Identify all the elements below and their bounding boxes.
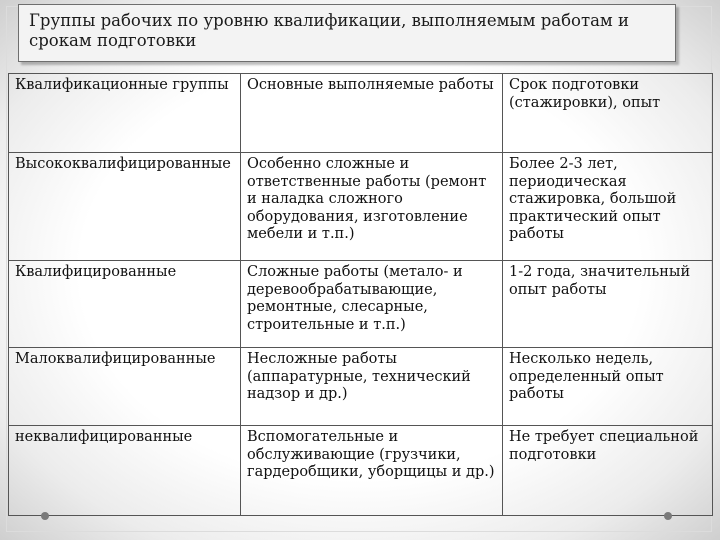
header-cell-works: Основные выполняемые работы bbox=[241, 74, 503, 153]
table-row bbox=[9, 153, 713, 261]
header-cell-group: Квалификационные группы bbox=[9, 74, 241, 153]
decorative-dot-right bbox=[664, 512, 672, 520]
cell-group: Высококвалифицированные bbox=[9, 153, 241, 261]
table-row bbox=[9, 426, 713, 516]
table-row bbox=[9, 348, 713, 426]
cell-training: Более 2-3 лет, периодическая стажировка, большой практический опыт работы bbox=[503, 153, 713, 261]
cell-works: Вспомогательные и обслуживающие (грузчики, гардеробщики, уборщицы и др.) bbox=[241, 426, 503, 516]
cell-works: Несложные работы (аппаратурные, технический надзор и др.) bbox=[241, 348, 503, 426]
qualification-table-container bbox=[8, 73, 712, 516]
qualification-table bbox=[8, 73, 713, 516]
cell-training: 1-2 года, значительный опыт работы bbox=[503, 261, 713, 348]
cell-training: Несколько недель, определенный опыт работы bbox=[503, 348, 713, 426]
cell-group: Малоквалифицированные bbox=[9, 348, 241, 426]
cell-training: Не требует специальной подготовки bbox=[503, 426, 713, 516]
table-header-row bbox=[9, 74, 713, 153]
cell-works: Сложные работы (метало- и деревообрабатывающие, ремонтные, слесарные, строительные и т.п.) bbox=[241, 261, 503, 348]
cell-group: Квалифицированные bbox=[9, 261, 241, 348]
slide-title: Группы рабочих по уровню квалификации, выполняемым работам и срокам подготовки bbox=[29, 11, 630, 50]
decorative-dot-left bbox=[41, 512, 49, 520]
cell-group: неквалифицированные bbox=[9, 426, 241, 516]
slide-title-box bbox=[18, 4, 676, 62]
table-row bbox=[9, 261, 713, 348]
header-cell-training: Срок подготовки (стажировки), опыт bbox=[503, 74, 713, 153]
cell-works: Особенно сложные и ответственные работы (ремонт и наладка сложного оборудования, изготовление мебели и т.п.) bbox=[241, 153, 503, 261]
